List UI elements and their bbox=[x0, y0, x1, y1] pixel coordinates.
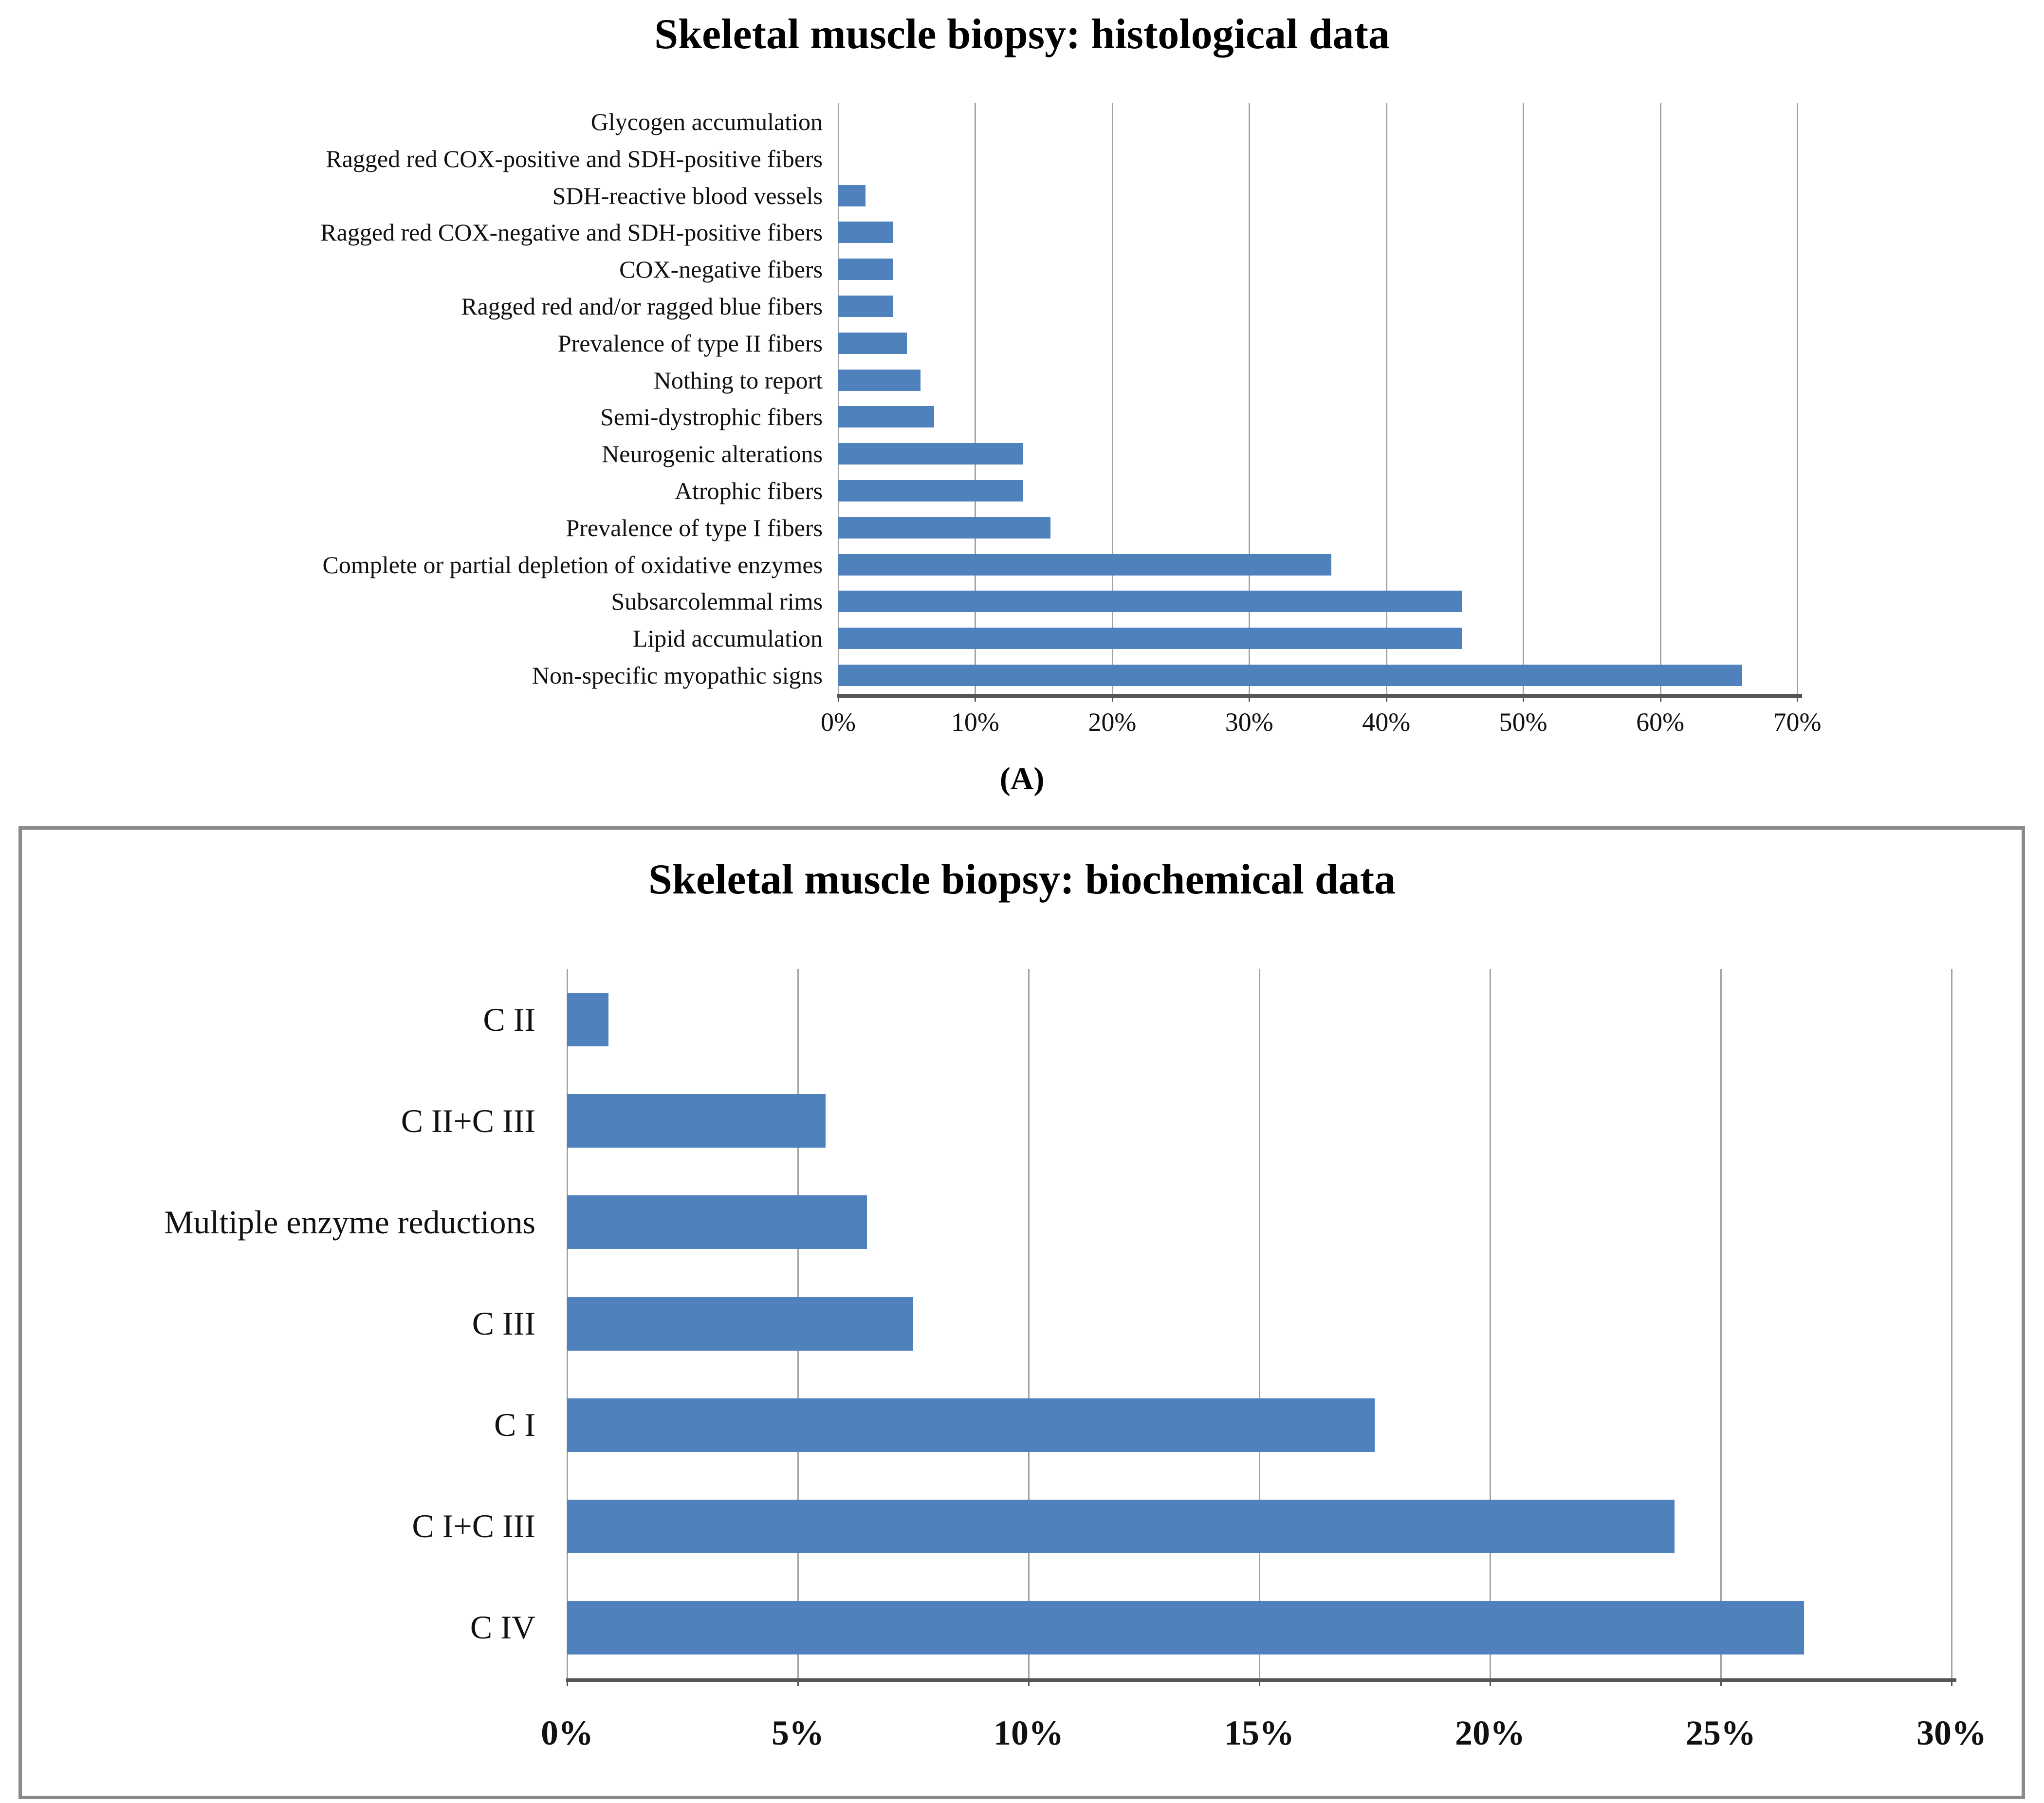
category-label: C I bbox=[494, 1406, 535, 1444]
bar bbox=[567, 1500, 1675, 1553]
bar bbox=[838, 554, 1331, 576]
x-tick-label: 15% bbox=[1224, 1713, 1294, 1752]
bar bbox=[567, 1601, 1804, 1654]
chart-a-title: Skeletal muscle biopsy: histological data bbox=[654, 11, 1390, 58]
bar bbox=[838, 370, 921, 391]
category-label: C I+C III bbox=[412, 1507, 535, 1545]
x-tick-label: 20% bbox=[1088, 707, 1137, 737]
bar bbox=[838, 517, 1050, 539]
x-tick-label: 50% bbox=[1499, 707, 1547, 737]
category-label: Atrophic fibers bbox=[674, 477, 823, 505]
gridline bbox=[1720, 969, 1722, 1678]
x-tick-label: 30% bbox=[1916, 1713, 1987, 1752]
bar bbox=[838, 665, 1742, 686]
category-label: C IV bbox=[470, 1609, 535, 1646]
category-label: Semi-dystrophic fibers bbox=[600, 403, 823, 431]
category-label: Ragged red COX-negative and SDH-positive fibers bbox=[320, 219, 823, 246]
category-label: Lipid accumulation bbox=[632, 625, 823, 652]
gridline bbox=[1028, 969, 1030, 1678]
category-label: Ragged red and/or ragged blue fibers bbox=[461, 292, 823, 320]
x-tick-label: 25% bbox=[1686, 1713, 1756, 1752]
category-label: SDH-reactive blood vessels bbox=[552, 182, 823, 209]
bar bbox=[838, 222, 893, 243]
chart-b-title: Skeletal muscle biopsy: biochemical data bbox=[648, 856, 1396, 903]
category-label: Nothing to report bbox=[653, 366, 823, 394]
category-label: Prevalence of type II fibers bbox=[557, 329, 823, 357]
bar bbox=[838, 185, 865, 206]
category-label: Glycogen accumulation bbox=[590, 108, 823, 135]
gridline bbox=[1490, 969, 1491, 1678]
bar bbox=[838, 443, 1023, 465]
gridline bbox=[1660, 103, 1661, 694]
category-label: Multiple enzyme reductions bbox=[164, 1203, 535, 1241]
x-tick-label: 0% bbox=[541, 1713, 593, 1752]
category-label: Prevalence of type I fibers bbox=[566, 514, 823, 541]
x-tick-label: 40% bbox=[1362, 707, 1411, 737]
bar bbox=[838, 259, 893, 280]
gridline bbox=[1523, 103, 1524, 694]
x-tick-label: 30% bbox=[1225, 707, 1273, 737]
category-label: C III bbox=[472, 1304, 535, 1342]
bar bbox=[567, 1195, 867, 1249]
bar bbox=[838, 591, 1462, 612]
bar bbox=[838, 628, 1462, 649]
bar bbox=[567, 1398, 1375, 1452]
x-tick-label: 10% bbox=[994, 1713, 1064, 1752]
x-tick-label: 60% bbox=[1636, 707, 1685, 737]
x-tick-label: 5% bbox=[772, 1713, 824, 1752]
x-axis-line bbox=[566, 1678, 1956, 1682]
category-label: C II+C III bbox=[401, 1102, 535, 1139]
x-tick-label: 10% bbox=[951, 707, 999, 737]
x-tick-label: 0% bbox=[821, 707, 856, 737]
x-tick-label: 70% bbox=[1773, 707, 1822, 737]
gridline bbox=[1259, 969, 1260, 1678]
bar bbox=[838, 333, 907, 354]
bar bbox=[567, 993, 608, 1046]
category-label: Complete or partial depletion of oxidative enzymes bbox=[322, 551, 823, 578]
x-tick-label: 20% bbox=[1455, 1713, 1525, 1752]
bar bbox=[838, 296, 893, 317]
category-label: Neurogenic alterations bbox=[602, 440, 823, 468]
chart-a-caption: (A) bbox=[999, 761, 1045, 797]
gridline bbox=[1797, 103, 1798, 694]
bar bbox=[838, 406, 934, 428]
bar bbox=[838, 480, 1023, 502]
category-label: Non-specific myopathic signs bbox=[532, 662, 823, 689]
category-label: Subsarcolemmal rims bbox=[611, 588, 823, 615]
bar bbox=[567, 1297, 913, 1351]
category-label: C II bbox=[483, 1001, 535, 1038]
category-label: COX-negative fibers bbox=[619, 256, 823, 283]
category-label: Ragged red COX-positive and SDH-positive fibers bbox=[326, 145, 823, 172]
gridline bbox=[1951, 969, 1952, 1678]
x-axis-line bbox=[837, 694, 1802, 698]
bar bbox=[567, 1094, 826, 1148]
